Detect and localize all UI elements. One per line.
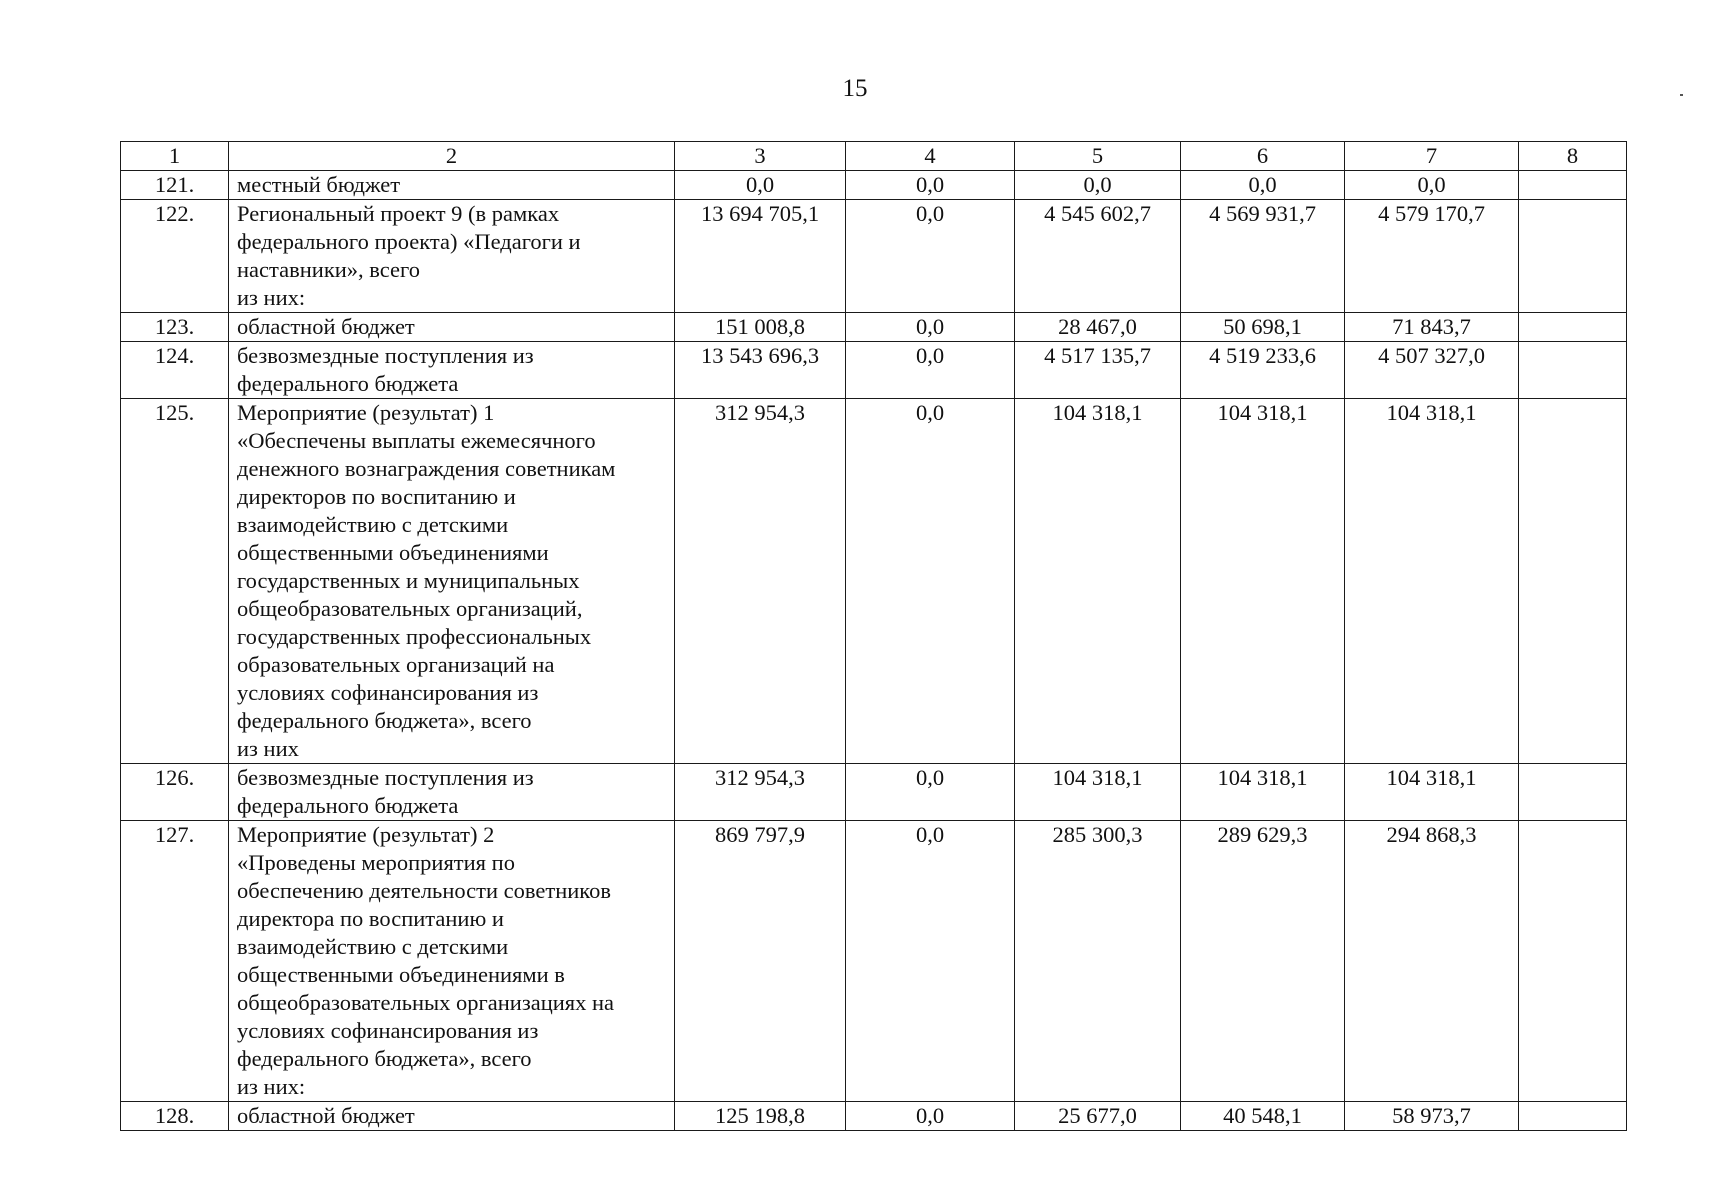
column-header: 4 xyxy=(846,142,1015,171)
column-header: 3 xyxy=(675,142,846,171)
column-header: 8 xyxy=(1519,142,1627,171)
row-name: местный бюджет xyxy=(229,171,675,200)
cell-col3: 13 543 696,3 xyxy=(675,342,846,399)
cell-col6: 40 548,1 xyxy=(1181,1102,1345,1131)
cell-col6: 289 629,3 xyxy=(1181,821,1345,1102)
cell-col5: 0,0 xyxy=(1015,171,1181,200)
cell-col7: 4 507 327,0 xyxy=(1345,342,1519,399)
cell-col3: 0,0 xyxy=(675,171,846,200)
cell-col7: 4 579 170,7 xyxy=(1345,200,1519,313)
cell-col5: 25 677,0 xyxy=(1015,1102,1181,1131)
cell-col8 xyxy=(1519,200,1627,313)
row-number: 128. xyxy=(121,1102,229,1131)
column-header: 6 xyxy=(1181,142,1345,171)
cell-col4: 0,0 xyxy=(846,342,1015,399)
table-row xyxy=(121,171,1627,200)
table-row xyxy=(121,313,1627,342)
cell-col8 xyxy=(1519,313,1627,342)
row-number: 122. xyxy=(121,200,229,313)
table-row xyxy=(121,764,1627,821)
cell-col6: 0,0 xyxy=(1181,171,1345,200)
cell-col7: 58 973,7 xyxy=(1345,1102,1519,1131)
cell-col8 xyxy=(1519,821,1627,1102)
cell-col8 xyxy=(1519,1102,1627,1131)
row-name: Региональный проект 9 (в рамках федерального проекта) «Педагоги и наставники», всего из них: xyxy=(229,200,675,313)
cell-col8 xyxy=(1519,342,1627,399)
cell-col3: 869 797,9 xyxy=(675,821,846,1102)
table-row xyxy=(121,399,1627,764)
cell-col6: 4 569 931,7 xyxy=(1181,200,1345,313)
cell-col4: 0,0 xyxy=(846,313,1015,342)
cell-col4: 0,0 xyxy=(846,1102,1015,1131)
budget-table xyxy=(120,141,1627,1131)
cell-col8 xyxy=(1519,764,1627,821)
row-name: областной бюджет xyxy=(229,313,675,342)
cell-col4: 0,0 xyxy=(846,764,1015,821)
cell-col3: 125 198,8 xyxy=(675,1102,846,1131)
page-number: 15 xyxy=(842,75,868,102)
row-name: областной бюджет xyxy=(229,1102,675,1131)
row-name: безвозмездные поступления из федерального бюджета xyxy=(229,764,675,821)
cell-col7: 294 868,3 xyxy=(1345,821,1519,1102)
row-number: 124. xyxy=(121,342,229,399)
row-number: 126. xyxy=(121,764,229,821)
cell-col6: 4 519 233,6 xyxy=(1181,342,1345,399)
cell-col5: 4 545 602,7 xyxy=(1015,200,1181,313)
row-name: безвозмездные поступления из федерального бюджета xyxy=(229,342,675,399)
column-header: 5 xyxy=(1015,142,1181,171)
cell-col4: 0,0 xyxy=(846,171,1015,200)
cell-col4: 0,0 xyxy=(846,821,1015,1102)
cell-col5: 285 300,3 xyxy=(1015,821,1181,1102)
cell-col4: 0,0 xyxy=(846,200,1015,313)
cell-col5: 4 517 135,7 xyxy=(1015,342,1181,399)
cell-col7: 0,0 xyxy=(1345,171,1519,200)
cell-col3: 151 008,8 xyxy=(675,313,846,342)
cell-col6: 104 318,1 xyxy=(1181,764,1345,821)
row-number: 127. xyxy=(121,821,229,1102)
cell-col3: 312 954,3 xyxy=(675,764,846,821)
row-number: 125. xyxy=(121,399,229,764)
column-header: 1 xyxy=(121,142,229,171)
column-header: 7 xyxy=(1345,142,1519,171)
cell-col8 xyxy=(1519,171,1627,200)
cell-col5: 28 467,0 xyxy=(1015,313,1181,342)
cell-col3: 312 954,3 xyxy=(675,399,846,764)
cell-col3: 13 694 705,1 xyxy=(675,200,846,313)
column-header: 2 xyxy=(229,142,675,171)
cell-col7: 104 318,1 xyxy=(1345,764,1519,821)
table-header-row xyxy=(121,142,1627,171)
cell-col7: 104 318,1 xyxy=(1345,399,1519,764)
table-row xyxy=(121,821,1627,1102)
cell-col5: 104 318,1 xyxy=(1015,399,1181,764)
row-number: 121. xyxy=(121,171,229,200)
cell-col7: 71 843,7 xyxy=(1345,313,1519,342)
table-row xyxy=(121,342,1627,399)
row-name: Мероприятие (результат) 1 «Обеспечены выплаты ежемесячного денежного вознаграждения советникам директоров по воспитанию и взаимодействию с детскими общественными объединениями государственных и муниципальных общеобразовательных организаций, государственных профессиональных образовательных организаций на условиях софинансирования из федерального бюджета», всего из них xyxy=(229,399,675,764)
cell-col4: 0,0 xyxy=(846,399,1015,764)
cell-col6: 50 698,1 xyxy=(1181,313,1345,342)
row-number: 123. xyxy=(121,313,229,342)
table-row xyxy=(121,1102,1627,1131)
cell-col8 xyxy=(1519,399,1627,764)
row-name: Мероприятие (результат) 2 «Проведены мероприятия по обеспечению деятельности советников директора по воспитанию и взаимодействию с детскими общественными объединениями в общеобразовательных организациях на условиях софинансирования из федерального бюджета», всего из них: xyxy=(229,821,675,1102)
cell-col5: 104 318,1 xyxy=(1015,764,1181,821)
scan-speck xyxy=(1680,94,1683,96)
cell-col6: 104 318,1 xyxy=(1181,399,1345,764)
table-row xyxy=(121,200,1627,313)
